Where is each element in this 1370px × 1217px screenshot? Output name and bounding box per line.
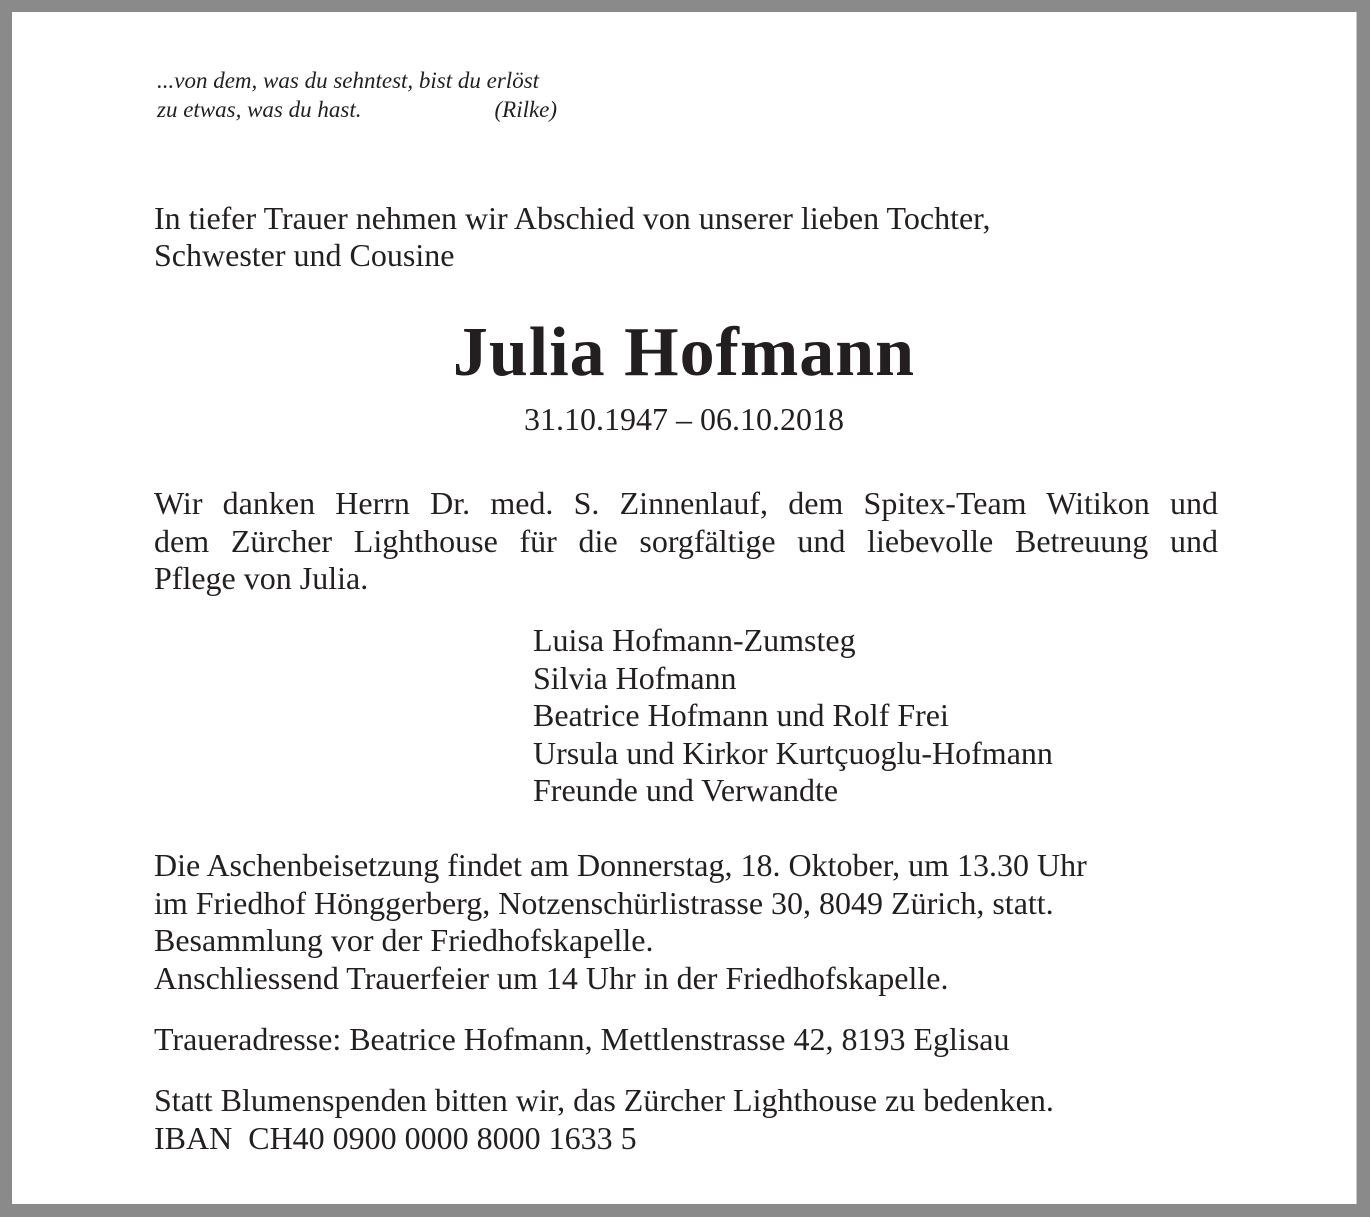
donation-info [154, 1082, 1054, 1157]
mourning-address: Traueradresse: Beatrice Hofmann, Mettlenstrasse 42, 8193 Eglisau [154, 1021, 1010, 1057]
rilke-quote [157, 66, 557, 124]
thanks-line-1: Wir danken Herrn Dr. med. S. Zinnenlauf, dem Spitex-Team Witikon und [154, 485, 1218, 521]
intro-line-2: Schwester und Cousine [154, 237, 455, 273]
mourner: Ursula und Kirkor Kurtçuoglu-Hofmann [533, 734, 1053, 771]
ceremony-line-2: im Friedhof Hönggerberg, Notzenschürlistrasse 30, 8049 Zürich, statt. [154, 884, 1054, 921]
life-dates: 31.10.1947 – 06.10.2018 [524, 401, 844, 437]
quote-line-2: zu etwas, was du hast. [157, 97, 362, 122]
thanks-line-2: dem Zürcher Lighthouse für die sorgfältige und liebevolle Betreuung und [154, 522, 1218, 559]
mourner: Silvia Hofmann [533, 659, 737, 696]
thanks-line-3: Pflege von Julia. [154, 560, 369, 596]
obituary-notice [12, 12, 1356, 1204]
mourner: Freunde und Verwandte [533, 772, 839, 808]
ceremony-line-1: Die Aschenbeisetzung findet am Donnerstag, 18. Oktober, um 13.30 Uhr [154, 847, 1087, 883]
quote-author: (Rilke) [494, 97, 558, 122]
ceremony-info [154, 847, 1087, 997]
mourners-list [533, 622, 1053, 810]
mourner: Luisa Hofmann-Zumsteg [533, 622, 856, 658]
thanks-paragraph [154, 485, 1218, 598]
deceased-name: Julia Hofmann [452, 314, 916, 391]
iban: IBAN CH40 0900 0000 8000 1633 5 [154, 1119, 637, 1156]
intro-text [154, 200, 991, 274]
quote-line-2-row [157, 95, 557, 124]
page-edge [1356, 12, 1357, 1204]
ceremony-line-3: Besammlung vor der Friedhofskapelle. [154, 922, 654, 958]
mourner: Beatrice Hofmann und Rolf Frei [533, 697, 949, 733]
donation-line: Statt Blumenspenden bitten wir, das Zürcher Lighthouse zu bedenken. [154, 1082, 1054, 1118]
quote-line-1: ...von dem, was du sehntest, bist du erlöst [157, 68, 540, 93]
ceremony-line-4: Anschliessend Trauerfeier um 14 Uhr in der Friedhofskapelle. [154, 959, 949, 996]
intro-line-1: In tiefer Trauer nehmen wir Abschied von unserer lieben Tochter, [154, 200, 991, 236]
